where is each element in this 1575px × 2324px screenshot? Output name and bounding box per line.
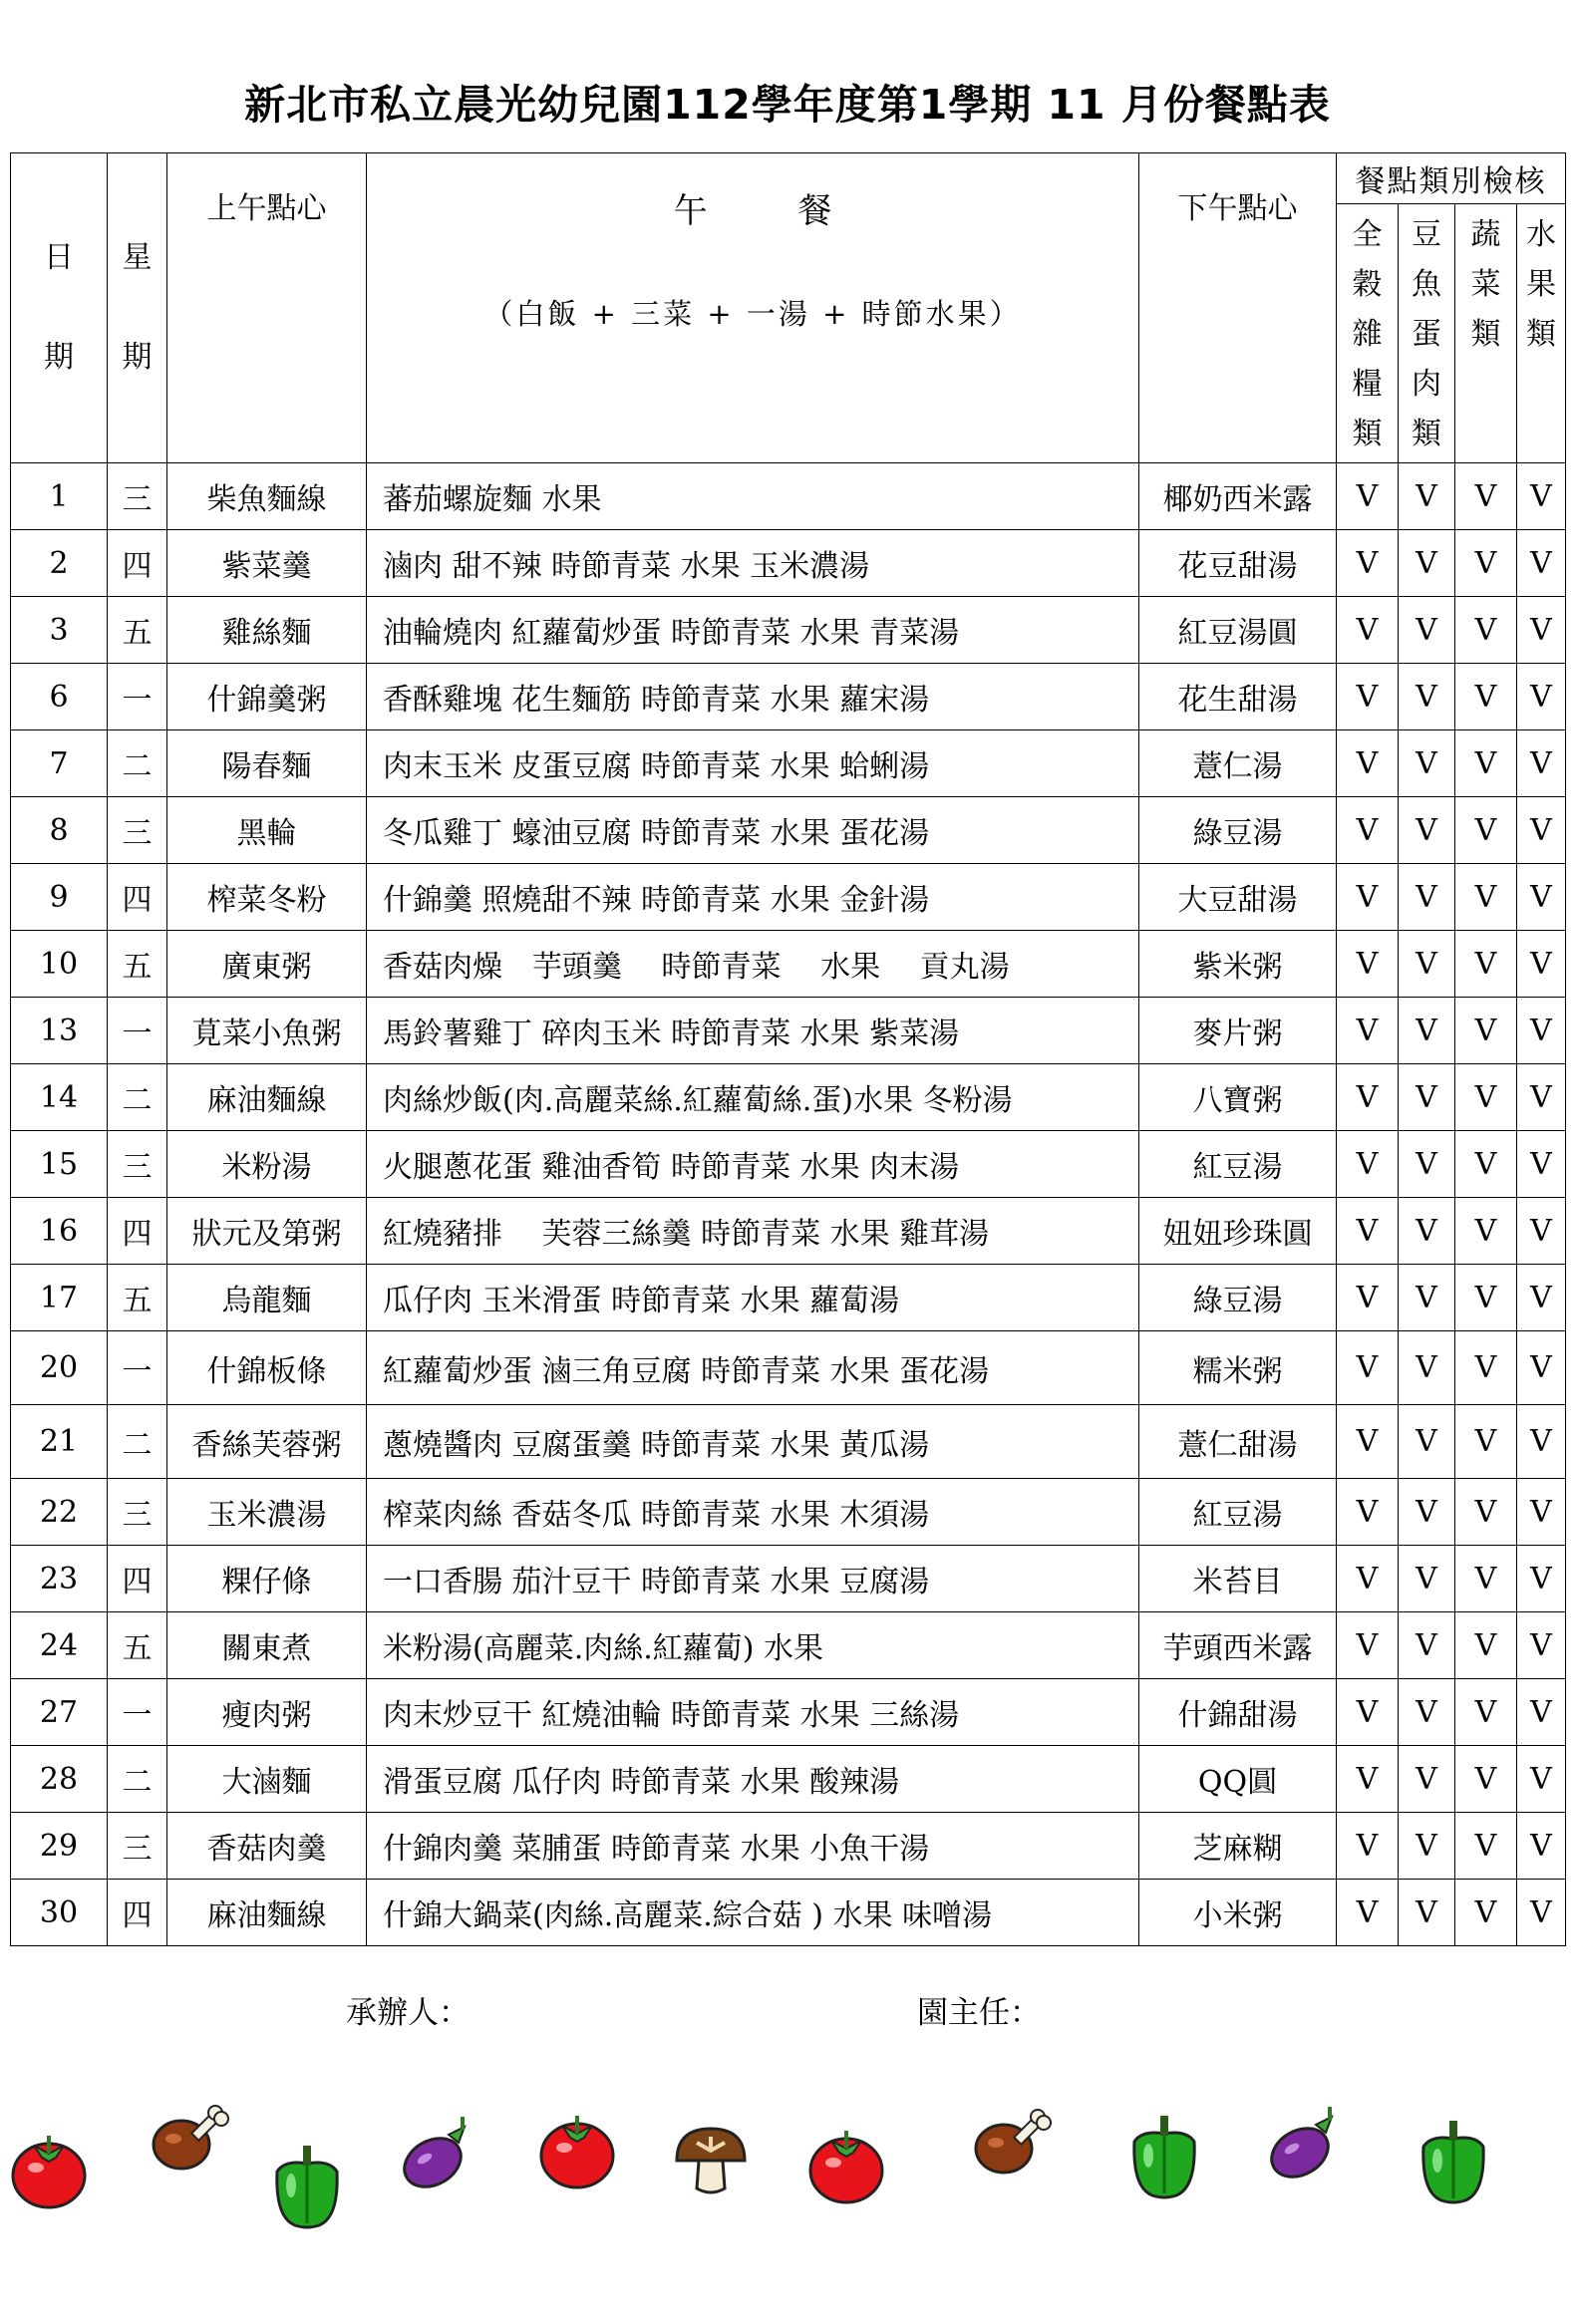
header-check-title: 餐點類別檢核 <box>1337 153 1566 204</box>
row-pm-snack: 小米粥 <box>1139 1880 1337 1946</box>
row-check-mark: V <box>1517 1064 1566 1131</box>
row-check-mark: V <box>1517 1546 1566 1612</box>
row-pm-snack: 八寶粥 <box>1139 1064 1337 1131</box>
header-lunch-note: （白飯 + 三菜 + 一湯 + 時節水果） <box>483 297 1022 331</box>
table-row <box>11 1546 1566 1612</box>
row-date: 14 <box>11 1064 108 1131</box>
row-weekday: 三 <box>108 463 167 530</box>
row-pm-snack: 紅豆湯 <box>1139 1479 1337 1546</box>
row-check-mark: V <box>1399 664 1455 730</box>
row-weekday: 二 <box>108 730 167 797</box>
row-check-mark: V <box>1399 1746 1455 1813</box>
row-pm-snack: 花豆甜湯 <box>1139 530 1337 597</box>
chk-char: 菜 <box>1470 267 1501 302</box>
chk-char: 類 <box>1526 317 1556 352</box>
row-weekday: 四 <box>108 1546 167 1612</box>
director-signature-label: 園主任： <box>917 1995 1041 2031</box>
table-row <box>11 730 1566 797</box>
row-weekday: 二 <box>108 1746 167 1813</box>
row-check-mark: V <box>1337 864 1399 931</box>
row-pm-snack: 紅豆湯 <box>1139 1131 1337 1198</box>
row-check-mark: V <box>1399 998 1455 1064</box>
chk-char: 糧 <box>1352 367 1383 402</box>
row-check-mark: V <box>1337 1405 1399 1479</box>
row-check-mark: V <box>1455 1198 1517 1265</box>
row-check-mark: V <box>1337 1265 1399 1331</box>
row-am-snack: 粿仔條 <box>167 1546 367 1612</box>
table-row <box>11 530 1566 597</box>
row-pm-snack: QQ圓 <box>1139 1746 1337 1813</box>
table-row <box>11 864 1566 931</box>
table-row <box>11 1131 1566 1198</box>
row-check-mark: V <box>1337 1746 1399 1813</box>
chk-char: 穀 <box>1352 267 1383 302</box>
row-am-snack: 大滷麵 <box>167 1746 367 1813</box>
row-check-mark: V <box>1399 1064 1455 1131</box>
row-weekday: 三 <box>108 1131 167 1198</box>
row-date: 23 <box>11 1546 108 1612</box>
chk-char: 類 <box>1412 417 1441 451</box>
table-row <box>11 998 1566 1064</box>
row-check-mark: V <box>1455 998 1517 1064</box>
row-am-snack: 雞絲麵 <box>167 597 367 664</box>
row-check-mark: V <box>1455 1612 1517 1679</box>
row-check-mark: V <box>1399 1612 1455 1679</box>
row-lunch: 火腿蔥花蛋 雞油香筍 時節青菜 水果 肉末湯 <box>367 1131 1139 1198</box>
header-date-line1: 日 <box>44 240 74 275</box>
row-check-mark: V <box>1517 1198 1566 1265</box>
row-check-mark: V <box>1517 1265 1566 1331</box>
tomato-icon <box>10 2128 88 2213</box>
green-pepper-icon <box>1126 2108 1202 2207</box>
row-check-mark: V <box>1517 1746 1566 1813</box>
row-date: 10 <box>11 931 108 998</box>
row-date: 9 <box>11 864 108 931</box>
row-check-mark: V <box>1455 931 1517 998</box>
row-am-snack: 什錦羹粥 <box>167 664 367 730</box>
header-weekday <box>108 153 167 463</box>
header-date <box>11 153 108 463</box>
row-check-mark: V <box>1399 1331 1455 1405</box>
row-lunch: 瓜仔肉 玉米滑蛋 時節青菜 水果 蘿蔔湯 <box>367 1265 1139 1331</box>
header-date-line2: 期 <box>44 340 74 375</box>
row-check-mark: V <box>1399 864 1455 931</box>
row-check-mark: V <box>1399 1679 1455 1746</box>
row-pm-snack: 花生甜湯 <box>1139 664 1337 730</box>
chk-char: 全 <box>1352 217 1383 252</box>
row-am-snack: 麻油麵線 <box>167 1880 367 1946</box>
table-row <box>11 1064 1566 1131</box>
row-check-mark: V <box>1455 1405 1517 1479</box>
row-check-mark: V <box>1517 530 1566 597</box>
row-check-mark: V <box>1337 797 1399 864</box>
row-check-mark: V <box>1399 1880 1455 1946</box>
row-am-snack: 黑輪 <box>167 797 367 864</box>
header-check-fruit <box>1517 204 1566 463</box>
row-am-snack: 廣東粥 <box>167 931 367 998</box>
row-weekday: 二 <box>108 1064 167 1131</box>
row-check-mark: V <box>1399 463 1455 530</box>
row-lunch: 滷肉 甜不辣 時節青菜 水果 玉米濃湯 <box>367 530 1139 597</box>
row-weekday: 四 <box>108 864 167 931</box>
chk-char: 果 <box>1526 267 1556 302</box>
header-lunch <box>367 153 1139 463</box>
row-check-mark: V <box>1455 664 1517 730</box>
table-row <box>11 1331 1566 1405</box>
row-check-mark: V <box>1455 730 1517 797</box>
row-check-mark: V <box>1517 664 1566 730</box>
row-check-mark: V <box>1455 1880 1517 1946</box>
row-check-mark: V <box>1517 931 1566 998</box>
eggplant-icon <box>1266 2103 1346 2186</box>
row-check-mark: V <box>1337 730 1399 797</box>
row-pm-snack: 綠豆湯 <box>1139 1265 1337 1331</box>
row-check-mark: V <box>1455 864 1517 931</box>
table-row <box>11 1679 1566 1746</box>
row-am-snack: 紫菜羹 <box>167 530 367 597</box>
row-weekday: 五 <box>108 1612 167 1679</box>
row-am-snack: 什錦板條 <box>167 1331 367 1405</box>
row-check-mark: V <box>1399 1131 1455 1198</box>
drumstick-icon <box>972 2105 1052 2188</box>
row-date: 21 <box>11 1405 108 1479</box>
row-check-mark: V <box>1517 1813 1566 1880</box>
row-date: 16 <box>11 1198 108 1265</box>
row-weekday: 一 <box>108 1331 167 1405</box>
row-check-mark: V <box>1337 1331 1399 1405</box>
row-pm-snack: 妞妞珍珠圓 <box>1139 1198 1337 1265</box>
row-check-mark: V <box>1455 463 1517 530</box>
row-check-mark: V <box>1337 1064 1399 1131</box>
row-check-mark: V <box>1517 1880 1566 1946</box>
chk-char: 水 <box>1526 217 1556 252</box>
row-pm-snack: 麥片粥 <box>1139 998 1337 1064</box>
table-row <box>11 1880 1566 1946</box>
table-row <box>11 797 1566 864</box>
row-am-snack: 香絲芙蓉粥 <box>167 1405 367 1479</box>
row-check-mark: V <box>1399 1198 1455 1265</box>
row-weekday: 四 <box>108 530 167 597</box>
row-check-mark: V <box>1455 1746 1517 1813</box>
row-date: 7 <box>11 730 108 797</box>
tomato-icon <box>538 2108 616 2193</box>
row-am-snack: 陽春麵 <box>167 730 367 797</box>
row-check-mark: V <box>1455 1479 1517 1546</box>
eggplant-icon <box>399 2113 478 2196</box>
chk-char: 豆 <box>1412 217 1441 252</box>
row-am-snack: 狀元及第粥 <box>167 1198 367 1265</box>
row-check-mark: V <box>1337 530 1399 597</box>
chk-char: 雜 <box>1352 317 1383 352</box>
row-lunch: 米粉湯(高麗菜.肉絲.紅蘿蔔) 水果 <box>367 1612 1139 1679</box>
row-weekday: 三 <box>108 797 167 864</box>
chk-char: 蛋 <box>1412 317 1441 352</box>
row-pm-snack: 薏仁湯 <box>1139 730 1337 797</box>
row-lunch: 肉末玉米 皮蛋豆腐 時節青菜 水果 蛤蜊湯 <box>367 730 1139 797</box>
row-date: 1 <box>11 463 108 530</box>
row-date: 17 <box>11 1265 108 1331</box>
row-weekday: 一 <box>108 998 167 1064</box>
row-lunch: 香酥雞塊 花生麵筋 時節青菜 水果 蘿宋湯 <box>367 664 1139 730</box>
row-pm-snack: 糯米粥 <box>1139 1331 1337 1405</box>
row-weekday: 一 <box>108 664 167 730</box>
table-row <box>11 1405 1566 1479</box>
row-check-mark: V <box>1517 1131 1566 1198</box>
row-check-mark: V <box>1337 1131 1399 1198</box>
row-check-mark: V <box>1399 1813 1455 1880</box>
row-am-snack: 莧菜小魚粥 <box>167 998 367 1064</box>
row-weekday: 二 <box>108 1405 167 1479</box>
row-check-mark: V <box>1455 797 1517 864</box>
table-row <box>11 1479 1566 1546</box>
header-lunch-label: 午 餐 <box>673 191 872 231</box>
row-date: 3 <box>11 597 108 664</box>
row-check-mark: V <box>1337 1813 1399 1880</box>
row-am-snack: 烏龍麵 <box>167 1265 367 1331</box>
row-date: 8 <box>11 797 108 864</box>
handler-signature-label: 承辦人： <box>346 1995 470 2031</box>
row-pm-snack: 紅豆湯圓 <box>1139 597 1337 664</box>
row-check-mark: V <box>1337 463 1399 530</box>
row-date: 15 <box>11 1131 108 1198</box>
row-am-snack: 榨菜冬粉 <box>167 864 367 931</box>
row-weekday: 一 <box>108 1679 167 1746</box>
chk-char: 魚 <box>1412 267 1441 302</box>
table-row <box>11 597 1566 664</box>
row-check-mark: V <box>1517 998 1566 1064</box>
table-row <box>11 931 1566 998</box>
row-check-mark: V <box>1455 1813 1517 1880</box>
row-pm-snack: 大豆甜湯 <box>1139 864 1337 931</box>
row-check-mark: V <box>1399 530 1455 597</box>
row-lunch: 馬鈴薯雞丁 碎肉玉米 時節青菜 水果 紫菜湯 <box>367 998 1139 1064</box>
header-row <box>11 153 1566 204</box>
chk-char: 蔬 <box>1470 217 1501 252</box>
row-check-mark: V <box>1399 1546 1455 1612</box>
row-lunch: 什錦大鍋菜(肉絲.高麗菜.綜合菇 ) 水果 味噌湯 <box>367 1880 1139 1946</box>
row-weekday: 五 <box>108 1265 167 1331</box>
mushroom-icon <box>673 2121 749 2204</box>
row-check-mark: V <box>1517 463 1566 530</box>
row-date: 30 <box>11 1880 108 1946</box>
row-weekday: 三 <box>108 1813 167 1880</box>
row-date: 20 <box>11 1331 108 1405</box>
row-pm-snack: 薏仁甜湯 <box>1139 1405 1337 1479</box>
row-lunch: 滑蛋豆腐 瓜仔肉 時節青菜 水果 酸辣湯 <box>367 1746 1139 1813</box>
row-check-mark: V <box>1399 931 1455 998</box>
row-check-mark: V <box>1517 864 1566 931</box>
row-check-mark: V <box>1517 597 1566 664</box>
header-check-protein <box>1399 204 1455 463</box>
row-lunch: 蕃茄螺旋麵 水果 <box>367 463 1139 530</box>
row-lunch: 什錦肉羹 菜脯蛋 時節青菜 水果 小魚干湯 <box>367 1813 1139 1880</box>
row-check-mark: V <box>1455 1679 1517 1746</box>
row-weekday: 三 <box>108 1479 167 1546</box>
row-am-snack: 瘦肉粥 <box>167 1679 367 1746</box>
row-lunch: 香菇肉燥 芋頭羹 時節青菜 水果 貢丸湯 <box>367 931 1139 998</box>
row-check-mark: V <box>1399 797 1455 864</box>
row-lunch: 一口香腸 茄汁豆干 時節青菜 水果 豆腐湯 <box>367 1546 1139 1612</box>
row-check-mark: V <box>1337 664 1399 730</box>
row-weekday: 四 <box>108 1880 167 1946</box>
row-check-mark: V <box>1517 1679 1566 1746</box>
row-pm-snack: 綠豆湯 <box>1139 797 1337 864</box>
table-row <box>11 1265 1566 1331</box>
row-check-mark: V <box>1517 1405 1566 1479</box>
row-check-mark: V <box>1399 1479 1455 1546</box>
row-lunch: 蔥燒醬肉 豆腐蛋羹 時節青菜 水果 黃瓜湯 <box>367 1405 1139 1479</box>
row-pm-snack: 芝麻糊 <box>1139 1813 1337 1880</box>
row-pm-snack: 芋頭西米露 <box>1139 1612 1337 1679</box>
row-pm-snack: 椰奶西米露 <box>1139 463 1337 530</box>
header-check-vegetable <box>1455 204 1517 463</box>
row-check-mark: V <box>1455 1131 1517 1198</box>
row-check-mark: V <box>1399 1265 1455 1331</box>
row-check-mark: V <box>1337 1198 1399 1265</box>
row-weekday: 五 <box>108 597 167 664</box>
row-weekday: 五 <box>108 931 167 998</box>
row-pm-snack: 米苔目 <box>1139 1546 1337 1612</box>
row-check-mark: V <box>1337 998 1399 1064</box>
meal-table <box>10 152 1566 1946</box>
row-date: 24 <box>11 1612 108 1679</box>
page-title: 新北市私立晨光幼兒園112學年度第1學期 11 月份餐點表 <box>244 81 1331 129</box>
row-am-snack: 玉米濃湯 <box>167 1479 367 1546</box>
row-check-mark: V <box>1337 1612 1399 1679</box>
row-am-snack: 關東煮 <box>167 1612 367 1679</box>
row-lunch: 紅燒豬排 芙蓉三絲羹 時節青菜 水果 雞茸湯 <box>367 1198 1139 1265</box>
row-weekday: 四 <box>108 1198 167 1265</box>
row-lunch: 肉末炒豆干 紅燒油輪 時節青菜 水果 三絲湯 <box>367 1679 1139 1746</box>
row-check-mark: V <box>1517 1331 1566 1405</box>
row-check-mark: V <box>1337 1679 1399 1746</box>
row-check-mark: V <box>1337 1546 1399 1612</box>
row-check-mark: V <box>1517 797 1566 864</box>
row-pm-snack: 紫米粥 <box>1139 931 1337 998</box>
row-am-snack: 柴魚麵線 <box>167 463 367 530</box>
row-lunch: 油輪燒肉 紅蘿蔔炒蛋 時節青菜 水果 青菜湯 <box>367 597 1139 664</box>
green-pepper-icon <box>269 2138 345 2237</box>
row-check-mark: V <box>1455 1265 1517 1331</box>
row-date: 27 <box>11 1679 108 1746</box>
row-check-mark: V <box>1399 730 1455 797</box>
header-weekday-line1: 星 <box>122 240 153 275</box>
row-lunch: 紅蘿蔔炒蛋 滷三角豆腐 時節青菜 水果 蛋花湯 <box>367 1331 1139 1405</box>
row-check-mark: V <box>1399 1405 1455 1479</box>
row-check-mark: V <box>1455 1546 1517 1612</box>
table-row <box>11 463 1566 530</box>
header-check-grains <box>1337 204 1399 463</box>
header-pm-snack: 下午點心 <box>1139 153 1337 463</box>
green-pepper-icon <box>1416 2113 1491 2212</box>
row-check-mark: V <box>1399 597 1455 664</box>
row-date: 6 <box>11 664 108 730</box>
row-check-mark: V <box>1455 1331 1517 1405</box>
drumstick-icon <box>150 2101 229 2184</box>
row-date: 22 <box>11 1479 108 1546</box>
table-row <box>11 1612 1566 1679</box>
chk-char: 肉 <box>1412 367 1441 402</box>
row-check-mark: V <box>1337 597 1399 664</box>
row-check-mark: V <box>1455 597 1517 664</box>
row-check-mark: V <box>1337 1479 1399 1546</box>
row-date: 29 <box>11 1813 108 1880</box>
row-date: 13 <box>11 998 108 1064</box>
row-check-mark: V <box>1337 1880 1399 1946</box>
row-date: 2 <box>11 530 108 597</box>
row-check-mark: V <box>1455 530 1517 597</box>
chk-char: 類 <box>1352 417 1383 451</box>
table-row <box>11 1198 1566 1265</box>
tomato-icon <box>807 2123 885 2208</box>
row-check-mark: V <box>1455 1064 1517 1131</box>
chk-char: 類 <box>1470 317 1501 352</box>
table-row <box>11 1813 1566 1880</box>
table-row <box>11 1746 1566 1813</box>
row-date: 28 <box>11 1746 108 1813</box>
row-am-snack: 米粉湯 <box>167 1131 367 1198</box>
table-row <box>11 664 1566 730</box>
row-check-mark: V <box>1517 730 1566 797</box>
row-lunch: 什錦羹 照燒甜不辣 時節青菜 水果 金針湯 <box>367 864 1139 931</box>
row-check-mark: V <box>1337 931 1399 998</box>
header-weekday-line2: 期 <box>122 340 153 375</box>
row-check-mark: V <box>1517 1612 1566 1679</box>
row-check-mark: V <box>1517 1479 1566 1546</box>
row-am-snack: 麻油麵線 <box>167 1064 367 1131</box>
row-am-snack: 香菇肉羹 <box>167 1813 367 1880</box>
row-lunch: 冬瓜雞丁 蠔油豆腐 時節青菜 水果 蛋花湯 <box>367 797 1139 864</box>
row-lunch: 榨菜肉絲 香菇冬瓜 時節青菜 水果 木須湯 <box>367 1479 1139 1546</box>
header-am-snack: 上午點心 <box>167 153 367 463</box>
row-pm-snack: 什錦甜湯 <box>1139 1679 1337 1746</box>
row-lunch: 肉絲炒飯(肉.高麗菜絲.紅蘿蔔絲.蛋)水果 冬粉湯 <box>367 1064 1139 1131</box>
